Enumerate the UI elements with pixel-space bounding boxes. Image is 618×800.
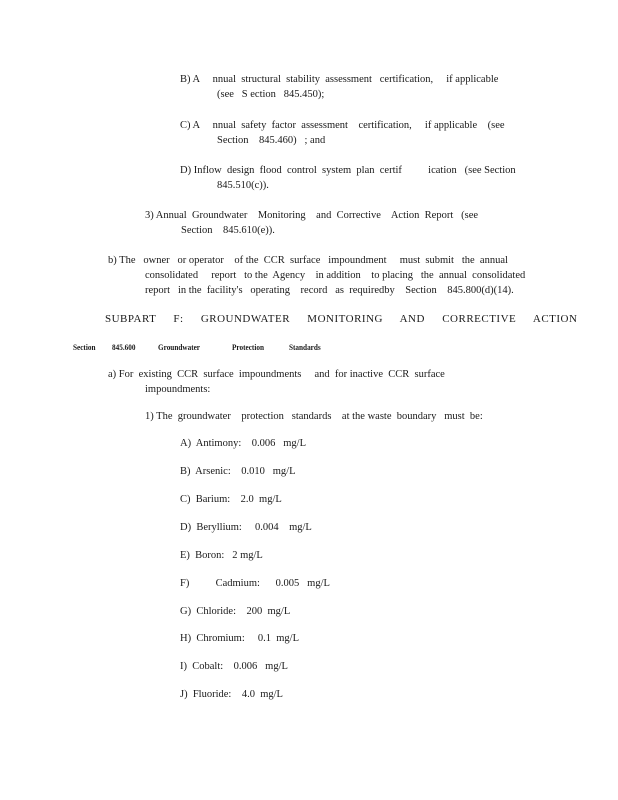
- item-a-line1: a) For existing CCR surface impoundments and for inactive CCR surface: [108, 369, 445, 380]
- item-3-line1: 3) Annual Groundwater Monitoring and Corrective Action Report (see: [145, 210, 479, 221]
- standard-chromium: H) Chromium: 0.1 mg/L: [180, 633, 299, 644]
- standard-antimony: A) Antimony: 0.006 mg/L: [180, 438, 306, 449]
- item-b-structural-line1: B) A nnual structural stability assessment certification, if applicable: [180, 74, 499, 85]
- section-title-word-1: Groundwater: [158, 342, 201, 352]
- item-b-owner-line3: report in the facility's operating record as requiredby Section 845.800(d)(14).: [145, 285, 514, 296]
- item-d-inflow-line2: 845.510(c)).: [217, 180, 269, 191]
- standard-beryllium: D) Beryllium: 0.004 mg/L: [180, 522, 312, 533]
- standard-barium: C) Barium: 2.0 mg/L: [180, 494, 282, 505]
- section-title-word-3: Standards: [289, 342, 321, 352]
- item-a1: 1) The groundwater protection standards at the waste boundary must be:: [145, 411, 483, 422]
- item-b-owner-line1: b) The owner or operator of the CCR surface impoundment must submit the annual: [108, 255, 508, 266]
- standard-arsenic: B) Arsenic: 0.010 mg/L: [180, 466, 296, 477]
- item-c-safety-line1: C) A nnual safety factor assessment certification, if applicable (see: [180, 120, 505, 131]
- item-3-line2: Section 845.610(e)).: [181, 225, 275, 236]
- section-label: Section: [73, 342, 96, 352]
- standard-chloride: G) Chloride: 200 mg/L: [180, 606, 291, 617]
- item-a-line2: impoundments:: [145, 384, 211, 395]
- item-b-structural-line2: (see S ection 845.450);: [217, 89, 325, 100]
- standard-cobalt: I) Cobalt: 0.006 mg/L: [180, 661, 288, 672]
- item-c-safety-line2: Section 845.460) ; and: [217, 135, 326, 146]
- standard-cadmium: F) Cadmium: 0.005 mg/L: [180, 578, 330, 589]
- subpart-heading: SUBPART F: GROUNDWATER MONITORING AND CORRECTIVE ACTION: [105, 313, 578, 325]
- section-number: 845.600: [112, 342, 136, 352]
- standard-fluoride: J) Fluoride: 4.0 mg/L: [180, 689, 283, 700]
- standard-boron: E) Boron: 2 mg/L: [180, 550, 263, 561]
- section-title-word-2: Protection: [232, 342, 264, 352]
- item-d-inflow-line1: D) Inflow design flood control system plan certif ication (see Section: [180, 165, 516, 176]
- item-b-owner-line2: consolidated report to the Agency in addition to placing the annual consolidated: [145, 270, 526, 281]
